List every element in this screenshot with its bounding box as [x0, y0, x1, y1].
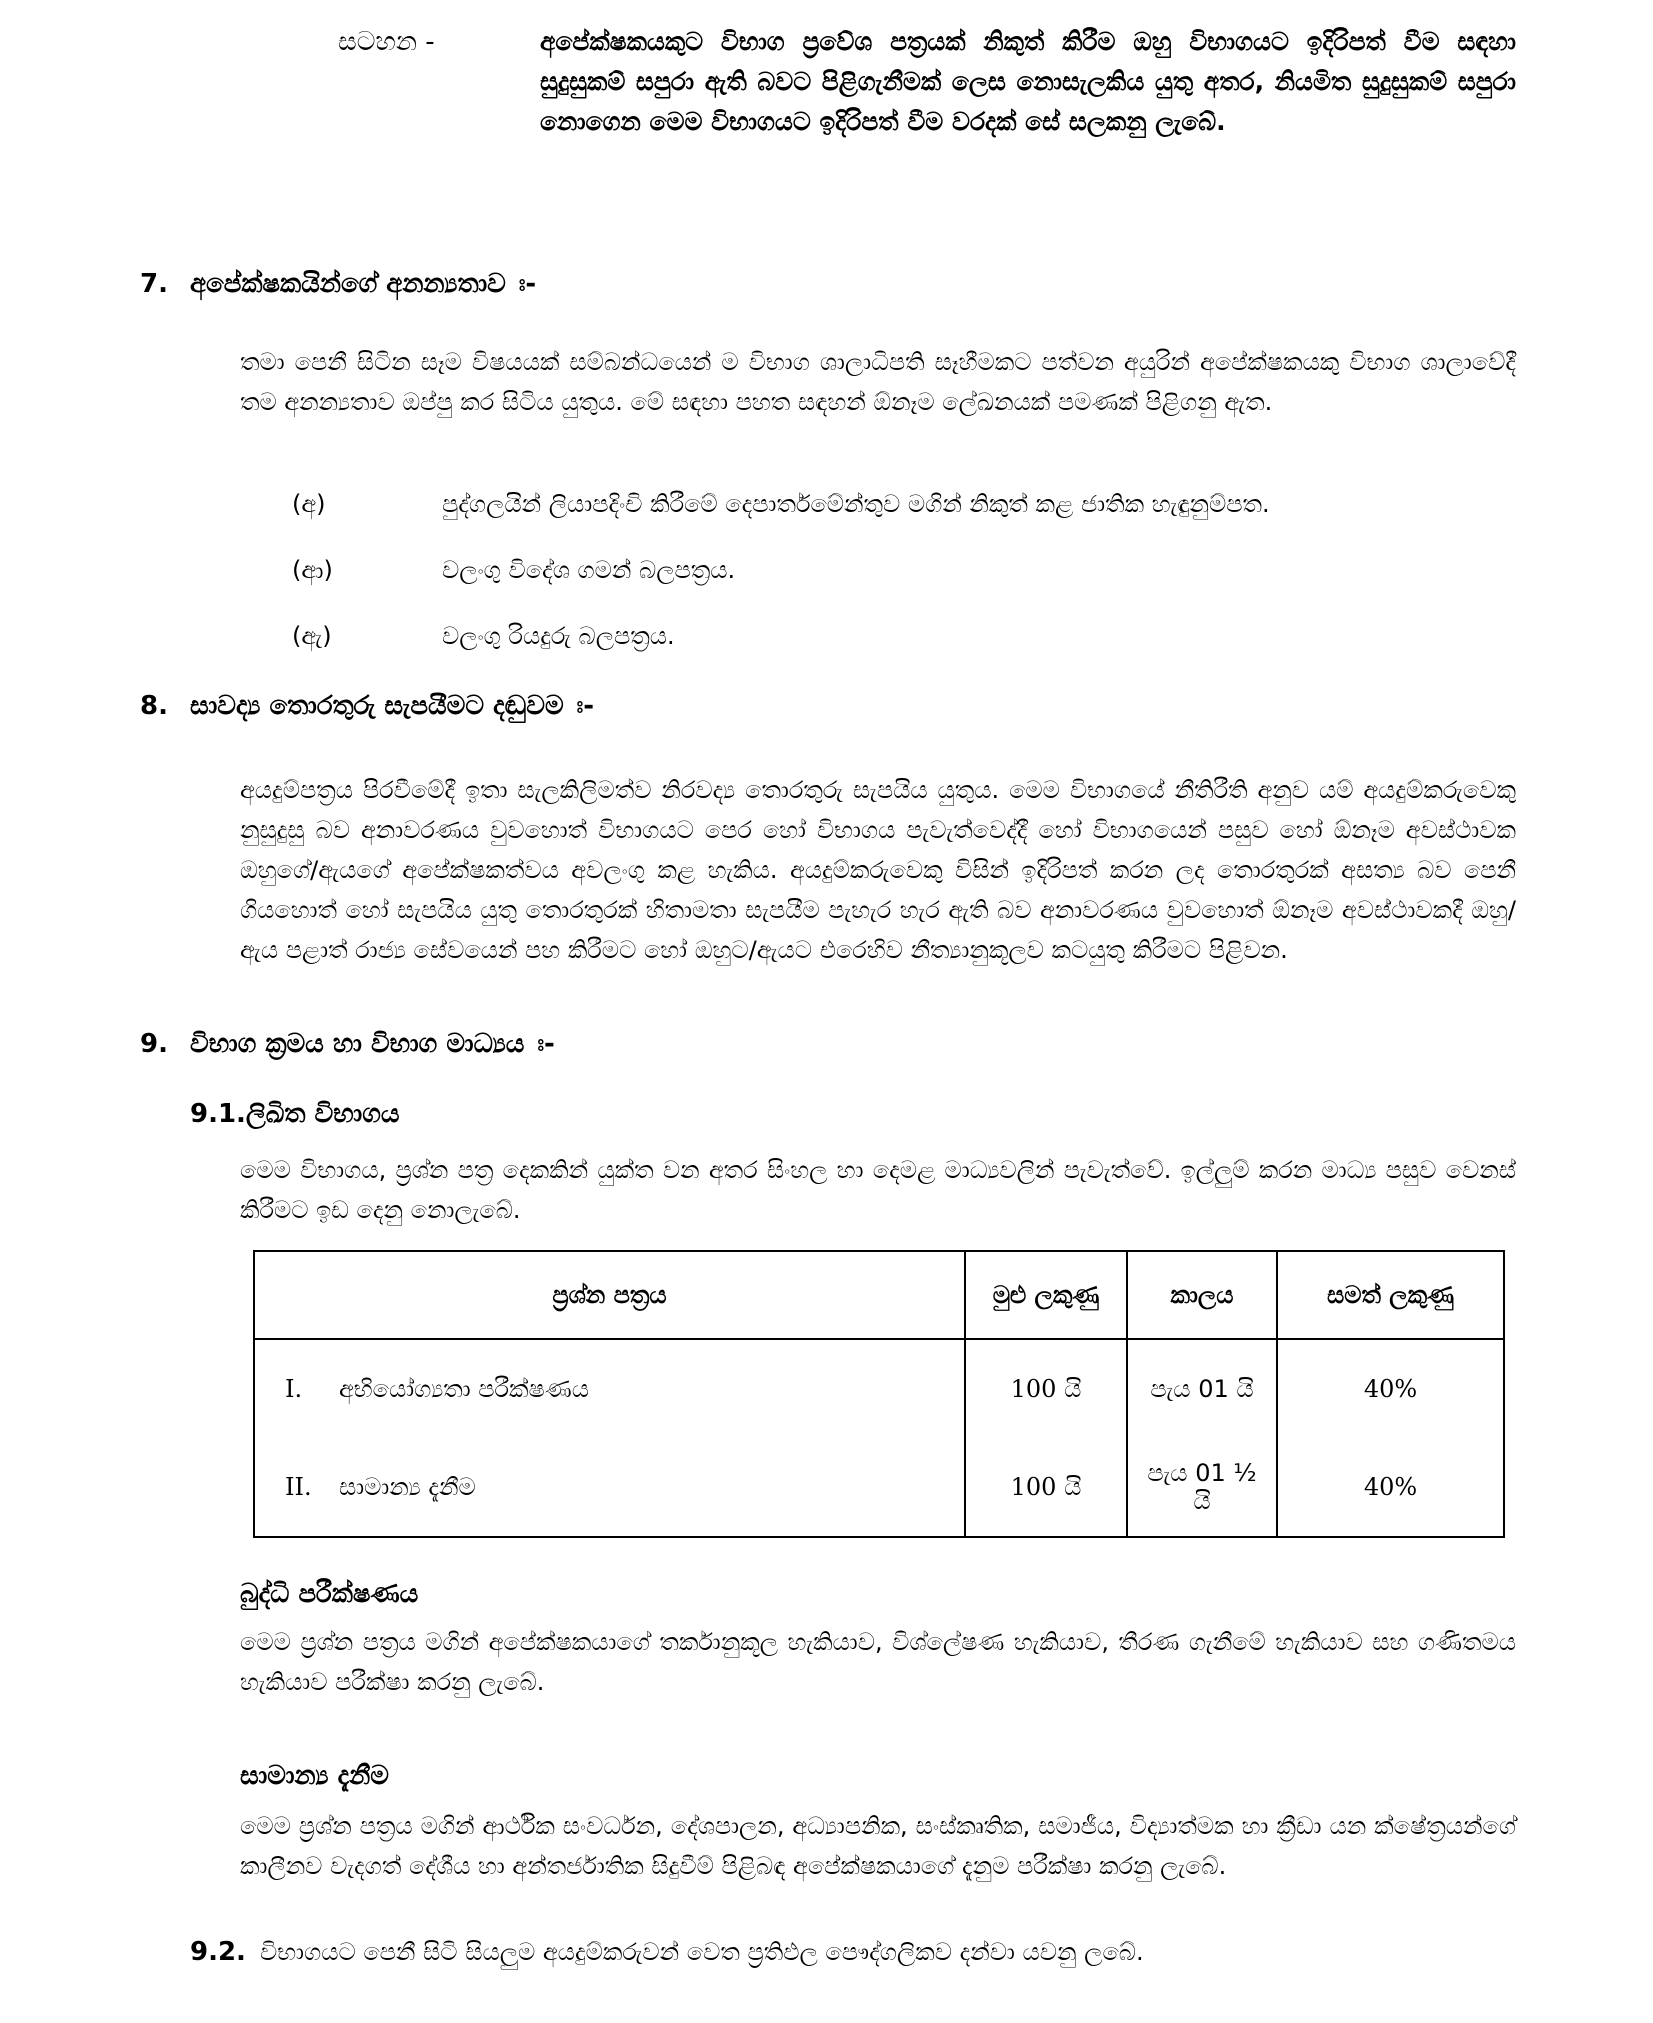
subsection-9-1-body: මෙම විභාගය, ප්‍රශ්න පත්‍ර දෙකකින් යුක්ත වන අතර සිංහල හා දෙමළ මාධ්‍යවලින් පැවැත්වේ. ඉල්ලුම් කරන මාධ්‍ය පසුව වෙනස් කිරීමට ඉඩ දෙනු නොලැබේ. — [240, 1156, 1516, 1224]
table-row — [254, 1438, 1504, 1537]
iq-test-body: මෙම ප්‍රශ්න පත්‍රය මගින් අපේක්ෂකයාගේ තර්කානුකූල හැකියාව, විශ්ලේෂණ හැකියාව, තීරණ ගැනීමේ හැකියාව සහ ගණිතමය හැකියාව පරීක්ෂා කරනු ලැබේ. — [240, 1628, 1516, 1696]
section-7-body: තමා පෙනී සිටින සෑම විෂයයක් සම්බන්ධයෙන් ම විභාග ශාලාධිපති සෑහීමකට පත්වන අයුරින් අපේක්ෂකයකු විභාග ශාලාවේදී තම අනන්‍යතාව ඔප්පු කර සිටිය යුතුය. මේ සඳහා පහත සඳහන් ඕනෑම ලේඛනයක් පමණක් පිළිගනු ඇත. — [240, 348, 1516, 416]
paper-name-cell — [254, 1339, 965, 1438]
general-knowledge-title: සාමාන්‍ය දැනීම — [240, 1761, 389, 1791]
note-label: සටහන - — [338, 27, 435, 57]
general-knowledge-body: මෙම ප්‍රශ්න පත්‍රය මගින් ආර්ථික සංවර්ධන, දේශපාලන, අධ්‍යාපනික, සංස්කෘතික, සමාජීය, විද්‍යාත්මක හා ක්‍රීඩා යන ක්ෂේත්‍රයන්ගේ කාලීනව වැදගත් දේශීය හා අන්තර්ජාතික සිදුවීම් පිළිබඳ අපේක්ෂකයාගේ දැනුම පරීක්ෂා කරනු ලැබේ. — [240, 1812, 1516, 1880]
list-item-mark: (අ) — [292, 490, 326, 518]
table-row — [254, 1339, 1504, 1438]
table-header-row — [254, 1251, 1504, 1339]
column-header-duration: කාලය — [1127, 1251, 1277, 1339]
exam-papers-table — [253, 1250, 1505, 1538]
duration-cell: පැය 01 ½ යි — [1127, 1438, 1277, 1537]
column-header-paper: ප්‍රශ්න පත්‍රය — [254, 1251, 965, 1339]
list-item-mark: (ආ) — [292, 556, 333, 584]
paper-roman-number: I. — [285, 1375, 303, 1403]
section-9-number: 9. — [140, 1029, 168, 1059]
paper-name: අභියෝග්‍යතා පරීක්ෂණය — [339, 1375, 589, 1403]
section-8-title: සාවද්‍ය තොරතුරු සැපයීමට දඬුවම ඃ- — [190, 691, 595, 721]
total-marks-cell: 100 යි — [965, 1339, 1127, 1438]
iq-test-title: බුද්ධි පරීක්ෂණය — [240, 1579, 419, 1609]
column-header-total-marks: මුළු ලකුණු — [965, 1251, 1127, 1339]
subsection-9-1-title: 9.1.ලිඛිත විභාගය — [190, 1099, 400, 1129]
total-marks-cell: 100 යි — [965, 1438, 1127, 1537]
section-7-title: අපේක්ෂකයින්ගේ අනන්‍යතාව ඃ- — [190, 269, 537, 299]
section-7-number: 7. — [140, 269, 168, 299]
list-item-text: පුද්ගලයින් ලියාපදිංචි කිරීමේ දෙපාර්තමේන්තුව මගින් නිකුත් කළ ජාතික හැඳුනුම්පත. — [442, 490, 1270, 518]
list-item-mark: (ඇ) — [292, 622, 332, 650]
list-item-text: වලංගු විදේශ ගමන් බලපත්‍රය. — [442, 556, 736, 584]
subsection-9-2-number: 9.2. — [190, 1937, 246, 1967]
subsection-9-2-text: විභාගයට පෙනී සිටි සියලුම අයදුම්කරුවන් වෙත ප්‍රතිඵල පෞද්ගලිකව දන්වා යවනු ලබේ. — [260, 1938, 1144, 1966]
pass-marks-cell: 40% — [1277, 1438, 1504, 1537]
paper-roman-number: II. — [285, 1473, 312, 1501]
section-9-title: විභාග ක්‍රමය හා විභාග මාධ්‍යය ඃ- — [190, 1029, 555, 1059]
paper-name-cell — [254, 1438, 965, 1537]
section-8-body: අයදුම්පත්‍රය පිරවීමේදී ඉතා සැලකිලිමත්ව නිරවද්‍ය තොරතුරු සැපයිය යුතුය. මෙම විභාගයේ නීතිරීති අනුව යම් අයදුම්කරුවෙකු නුසුදුසු බව අනාවරණය වුවහොත් විභාගයට පෙර හෝ විභාගය පැවැත්වෙද්දී හෝ විභාගයෙන් පසුව හෝ ඕනෑම අවස්ථාවක ඔහුගේ/ඇයගේ අපේක්ෂකත්වය අවලංගු කළ හැකිය. අයදුම්කරුවෙකු විසින් ඉදිරිපත් කරන ලද තොරතුරක් අසත්‍ය බව පෙනී ගියහොත් හෝ සැපයිය යුතු තොරතුරක් හිතාමතා සැපයීම පැහැර හැර ඇති බව අනාවරණය වුවහොත් ඕනෑම අවස්ථාවකදී ඔහු/ඇය පළාත් රාජ්‍ය සේවයෙන් පහ කිරීමට හෝ ඔහුට/ඇයට එරෙහිව නීත්‍යානුකූලව කටයුතු කිරීමට පිළිවන. — [240, 776, 1516, 964]
list-item-text: වලංගු රියදුරු බලපත්‍රය. — [442, 622, 675, 650]
column-header-pass-marks: සමත් ලකුණු — [1277, 1251, 1504, 1339]
paper-name: සාමාන්‍ය දැනීම — [339, 1473, 476, 1501]
section-8-number: 8. — [140, 691, 168, 721]
note-text: අපේක්ෂකයකුට විභාග ප්‍රවේශ පත්‍රයක් නිකුත් කිරීම ඔහු විභාගයට ඉදිරිපත් වීම සඳහා සුදුසුකම් සපුරා ඇති බවට පිළිගැනීමක් ලෙස නොසැලකිය යුතු අතර, නියමිත සුදුසුකම් සපුරා නොගෙන මෙම විභාගයට ඉදිරිපත් වීම වරදක් සේ සලකනු ලැබේ. — [540, 27, 1516, 136]
pass-marks-cell: 40% — [1277, 1339, 1504, 1438]
duration-cell: පැය 01 යි — [1127, 1339, 1277, 1438]
